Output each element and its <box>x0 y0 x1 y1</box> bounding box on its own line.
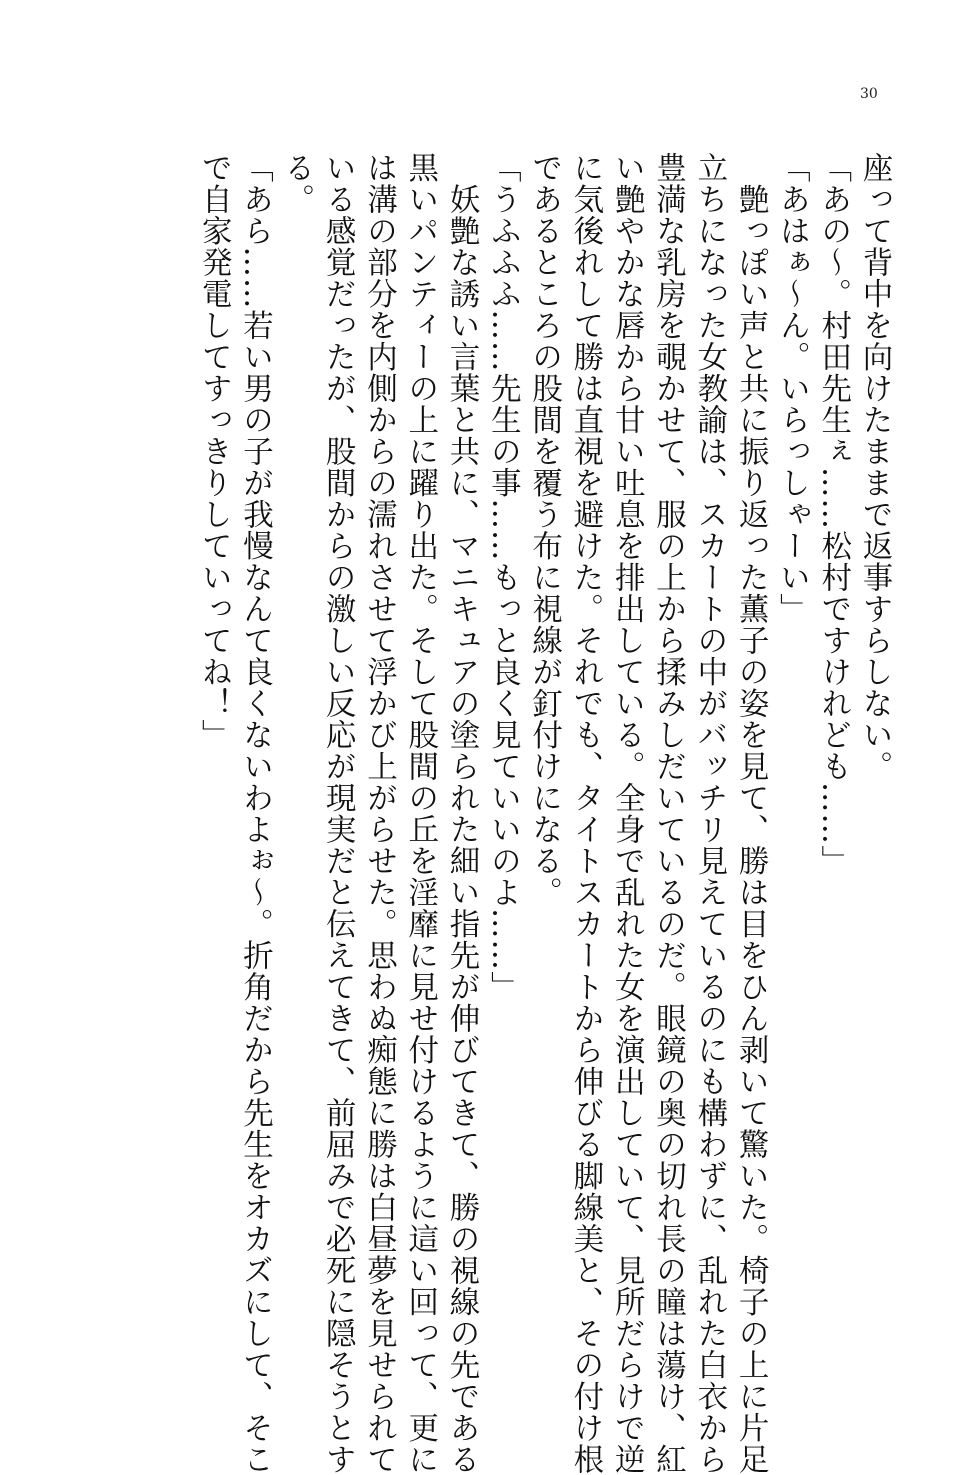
text-line: であるところの股間を覆う布に視線が釘付けになる。 <box>526 152 562 908</box>
text-line: 黒いパンティーの上に躍り出た。そして股間の丘を淫靡に見せ付けるように這い回って、更に <box>402 152 438 1475</box>
text-line: 豊満な乳房を覗かせて、服の上から揉みしだいているのだ。眼鏡の奥の切れ長の瞳は蕩け、紅 <box>650 152 686 1475</box>
text-line: 「あら……若い男の子が我慢なんて良くないわよぉ～。折角だから先生をオカズにして、そこ <box>237 152 273 1475</box>
text-line: 立ちになった女教諭は、スカートの中がバッチリ見えているのにも構わずに、乱れた白衣から <box>691 152 727 1475</box>
text-line: 艶っぽい声と共に振り返った薫子の姿を見て、勝は目をひん剥いて驚いた。椅子の上に片足 <box>733 152 769 1475</box>
text-line: 「あの～。村田先生ぇ……松村ですけれども……」 <box>815 152 851 877</box>
page-number: 30 <box>860 86 878 102</box>
text-line: 「あはぁ～ん。いらっしゃーい」 <box>774 152 810 625</box>
text-line: で自家発電してすっきりしていってね！」 <box>196 152 232 751</box>
text-line: 座って背中を向けたままで返事すらしない。 <box>857 152 892 782</box>
text-line: い艶やかな唇から甘い吐息を排出している。全身で乱れた女を演出していて、見所だらけで逆 <box>609 152 645 1475</box>
vertical-text-body <box>95 152 895 1475</box>
text-line: いる感覚だったが、股間からの激しい反応が現実だと伝えてきて、前屈みで必死に隠そうとす <box>320 152 356 1475</box>
text-line: に気後れして勝は直視を避けた。それでも、タイトスカートから伸びる脚線美と、その付け根 <box>567 152 603 1475</box>
text-line: る。 <box>278 152 314 215</box>
text-line: 妖艶な誘い言葉と共に、マニキュアの塗られた細い指先が伸びてきて、勝の視線の先である <box>444 152 480 1475</box>
text-line: は溝の部分を内側からの濡れさせて浮かび上がらせた。思わぬ痴態に勝は白昼夢を見せられて <box>361 152 397 1475</box>
text-line: 「うふふふ……先生の事……もっと良く見ていいのよ……」 <box>485 152 521 1003</box>
